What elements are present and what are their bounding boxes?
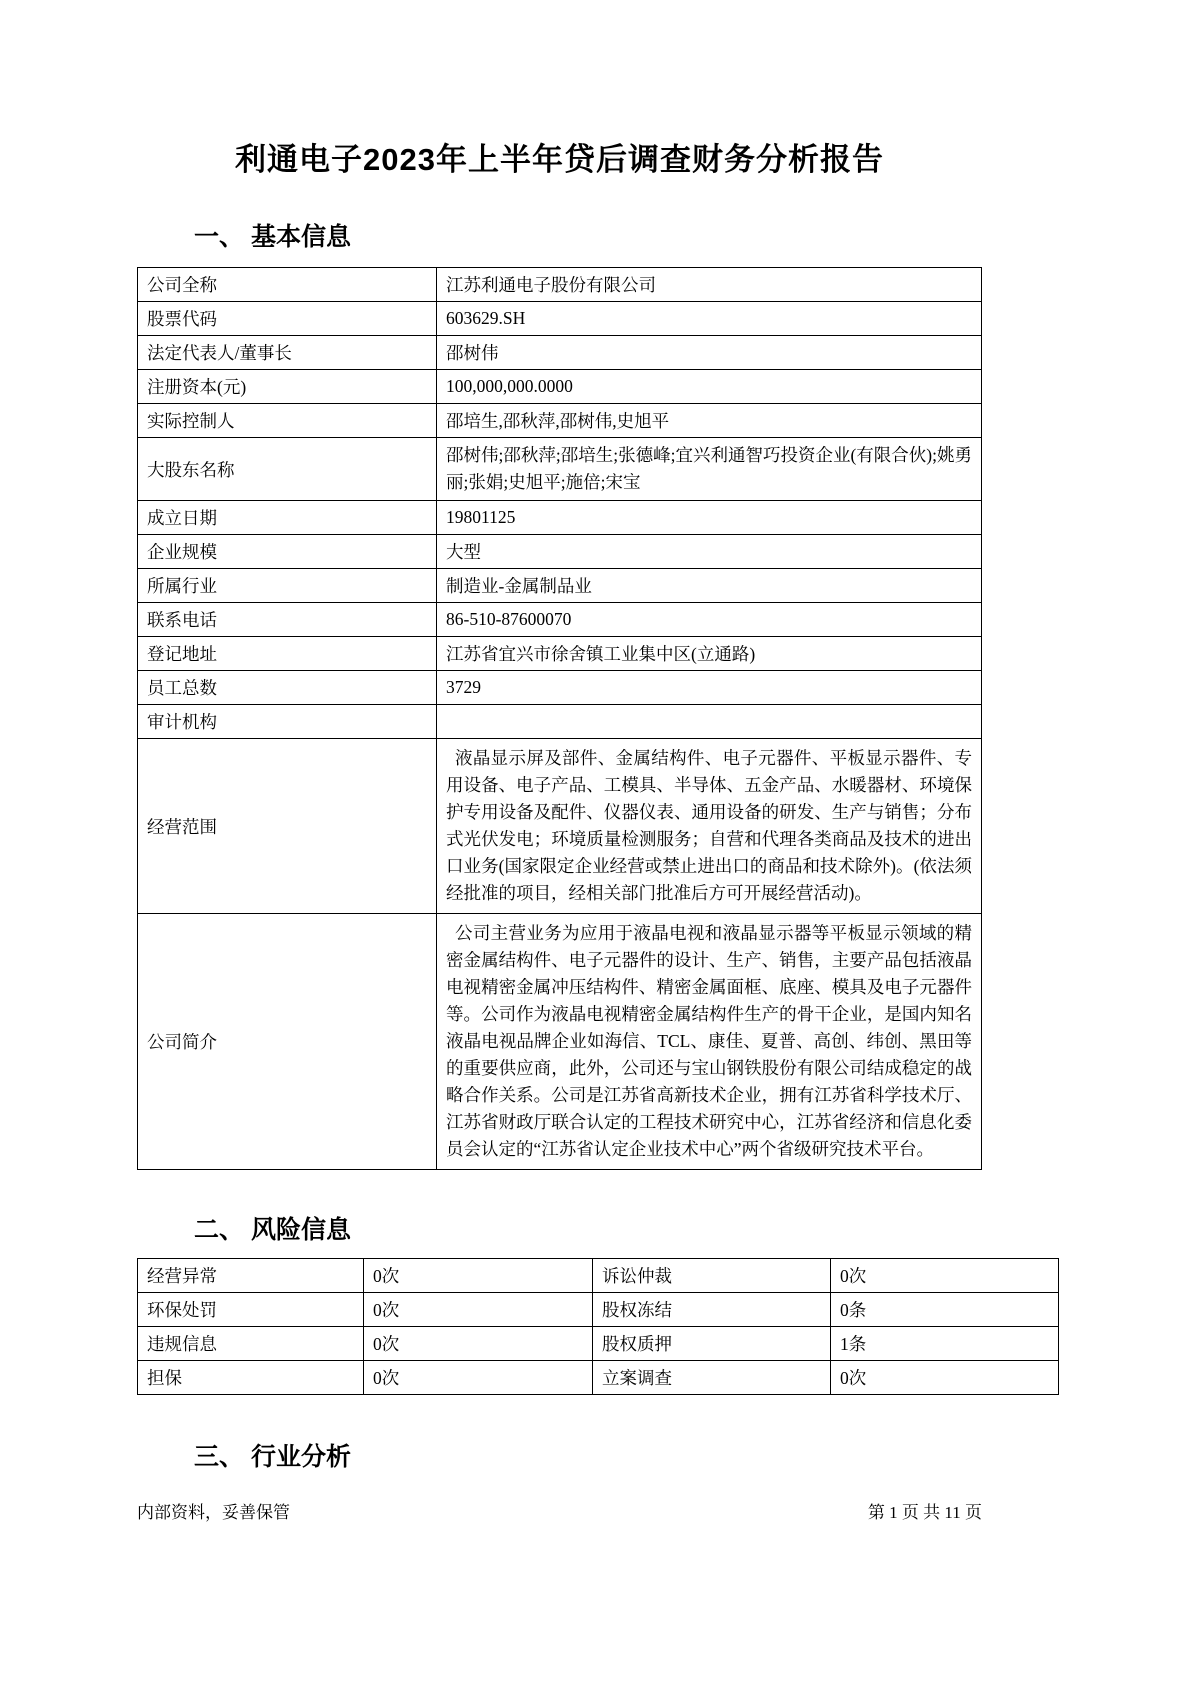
field-label: 审计机构 bbox=[138, 705, 437, 739]
risk-row bbox=[138, 1293, 1059, 1327]
row-registered-capital bbox=[138, 370, 982, 404]
section-heading-basic-info: 一、 基本信息 bbox=[194, 223, 351, 251]
field-value: 邵培生,邵秋萍,邵树伟,史旭平 bbox=[437, 404, 982, 438]
field-label: 法定代表人/董事长 bbox=[138, 336, 437, 370]
section-heading-industry-analysis: 三、 行业分析 bbox=[194, 1443, 351, 1471]
row-contact-phone bbox=[138, 603, 982, 637]
risk-value-business-abnormal: 0次 bbox=[364, 1259, 593, 1293]
row-company-full-name bbox=[138, 268, 982, 302]
field-label: 经营范围 bbox=[138, 739, 437, 914]
row-business-scope bbox=[138, 739, 982, 914]
field-value: 公司主营业务为应用于液晶电视和液晶显示器等平板显示领域的精密金属结构件、电子元器件的设计、生产、销售，主要产品包括液晶电视精密金属冲压结构件、精密金属面框、底座、模具及电子元器件等。公司作为液晶电视精密金属结构件生产的骨干企业，是国内知名液晶电视品牌企业如海信、TCL、康佳、夏普、高创、纬创、黑田等的重要供应商，此外，公司还与宝山钢铁股份有限公司结成稳定的战略合作关系。公司是江苏省高新技术企业，拥有江苏省科学技术厅、江苏省财政厅联合认定的工程技术研究中心，江苏省经济和信息化委员会认定的“江苏省认定企业技术中心”两个省级研究技术平台。 bbox=[437, 914, 982, 1170]
page-footer bbox=[137, 1498, 982, 1523]
risk-label-business-abnormal: 经营异常 bbox=[138, 1259, 364, 1293]
risk-value-case-investigation: 0次 bbox=[831, 1361, 1059, 1395]
field-value: 液晶显示屏及部件、金属结构件、电子元器件、平板显示器件、专用设备、电子产品、工模具、半导体、五金产品、水暖器材、环境保护专用设备及配件、仪器仪表、通用设备的研发、生产与销售；分布式光伏发电；环境质量检测服务；自营和代理各类商品及技术的进出口业务(国家限定企业经营或禁止进出口的商品和技术除外)。(依法须经批准的项目，经相关部门批准后方可开展经营活动)。 bbox=[437, 739, 982, 914]
report-content bbox=[137, 0, 982, 1473]
row-employee-count bbox=[138, 671, 982, 705]
field-label: 股票代码 bbox=[138, 302, 437, 336]
field-value: 603629.SH bbox=[437, 302, 982, 336]
row-actual-controller bbox=[138, 404, 982, 438]
field-label: 公司全称 bbox=[138, 268, 437, 302]
footer-classification: 内部资料，妥善保管 bbox=[137, 1503, 290, 1522]
risk-label-violation-info: 违规信息 bbox=[138, 1327, 364, 1361]
field-label: 登记地址 bbox=[138, 637, 437, 671]
risk-label-guarantee: 担保 bbox=[138, 1361, 364, 1395]
field-label: 成立日期 bbox=[138, 501, 437, 535]
field-value: 大型 bbox=[437, 535, 982, 569]
field-value: 邵树伟;邵秋萍;邵培生;张德峰;宜兴利通智巧投资企业(有限合伙);姚勇丽;张娟;史旭平;施倍;宋宝 bbox=[437, 438, 982, 501]
field-value: 江苏利通电子股份有限公司 bbox=[437, 268, 982, 302]
field-label: 企业规模 bbox=[138, 535, 437, 569]
footer-page-number: 第 1 页 共 11 页 bbox=[867, 1503, 982, 1522]
field-value: 江苏省宜兴市徐舍镇工业集中区(立通路) bbox=[437, 637, 982, 671]
row-enterprise-scale bbox=[138, 535, 982, 569]
row-legal-representative bbox=[138, 336, 982, 370]
row-establish-date bbox=[138, 501, 982, 535]
section-heading-risk-info: 二、 风险信息 bbox=[194, 1216, 351, 1244]
risk-value-guarantee: 0次 bbox=[364, 1361, 593, 1395]
risk-info-table bbox=[137, 1258, 1059, 1395]
field-label: 大股东名称 bbox=[138, 438, 437, 501]
field-value: 制造业-金属制品业 bbox=[437, 569, 982, 603]
risk-value-lawsuit-arbitration: 0次 bbox=[831, 1259, 1059, 1293]
field-label: 实际控制人 bbox=[138, 404, 437, 438]
risk-value-equity-pledge: 1条 bbox=[831, 1327, 1059, 1361]
field-label: 联系电话 bbox=[138, 603, 437, 637]
field-label: 公司简介 bbox=[138, 914, 437, 1170]
row-major-shareholders bbox=[138, 438, 982, 501]
row-industry bbox=[138, 569, 982, 603]
field-label: 所属行业 bbox=[138, 569, 437, 603]
risk-label-lawsuit-arbitration: 诉讼仲裁 bbox=[593, 1259, 831, 1293]
row-company-profile bbox=[138, 914, 982, 1170]
field-label: 员工总数 bbox=[138, 671, 437, 705]
report-title: 利通电子2023年上半年贷后调查财务分析报告 bbox=[235, 142, 884, 177]
risk-row bbox=[138, 1361, 1059, 1395]
row-audit-agency bbox=[138, 705, 982, 739]
field-value: 100,000,000.0000 bbox=[437, 370, 982, 404]
risk-row bbox=[138, 1327, 1059, 1361]
risk-value-equity-freeze: 0条 bbox=[831, 1293, 1059, 1327]
risk-label-case-investigation: 立案调查 bbox=[593, 1361, 831, 1395]
field-value: 邵树伟 bbox=[437, 336, 982, 370]
field-value: 3729 bbox=[437, 671, 982, 705]
row-stock-code bbox=[138, 302, 982, 336]
risk-row bbox=[138, 1259, 1059, 1293]
basic-info-table bbox=[137, 267, 982, 1170]
risk-label-equity-freeze: 股权冻结 bbox=[593, 1293, 831, 1327]
field-value: 19801125 bbox=[437, 501, 982, 535]
risk-value-violation-info: 0次 bbox=[364, 1327, 593, 1361]
risk-label-equity-pledge: 股权质押 bbox=[593, 1327, 831, 1361]
risk-value-env-penalty: 0次 bbox=[364, 1293, 593, 1327]
field-value: 86-510-87600070 bbox=[437, 603, 982, 637]
risk-label-env-penalty: 环保处罚 bbox=[138, 1293, 364, 1327]
field-value bbox=[437, 705, 982, 739]
row-registered-address bbox=[138, 637, 982, 671]
field-label: 注册资本(元) bbox=[138, 370, 437, 404]
